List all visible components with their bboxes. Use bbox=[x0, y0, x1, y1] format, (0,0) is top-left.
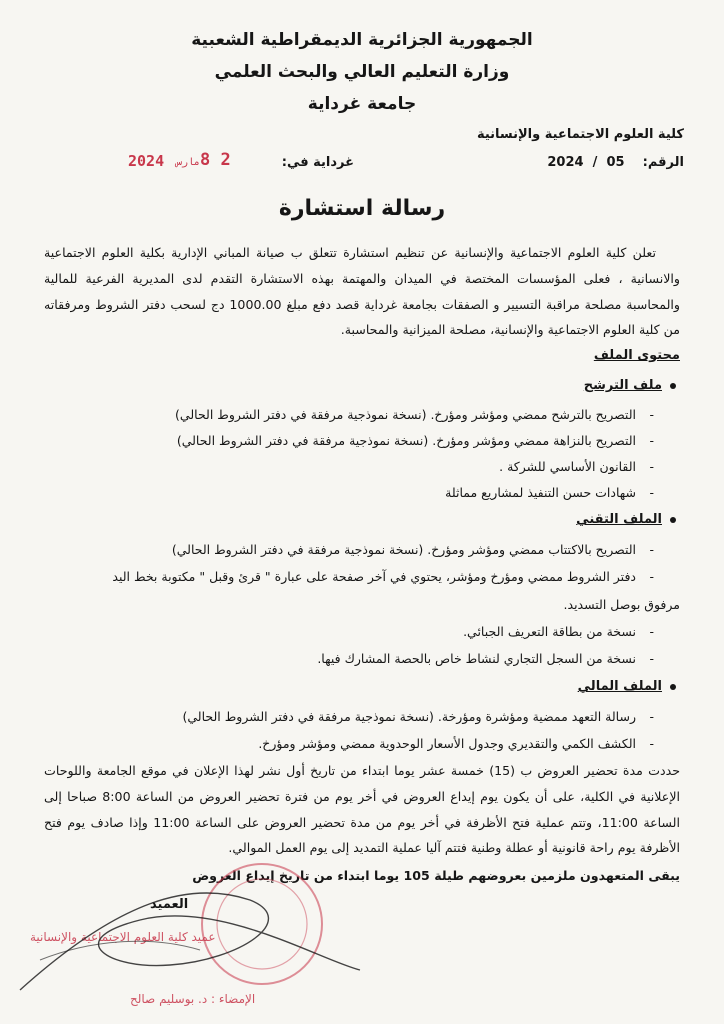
list-item-text: نسخة من بطاقة التعريف الجبائي. bbox=[463, 624, 636, 639]
list-item: -رسالة التعهد ممضية ومؤشرة ومؤرخة. (نسخة نموذجية مرفقة في دفتر الشروط الحالي) bbox=[182, 709, 654, 724]
section-candidacy bbox=[584, 378, 676, 393]
list-item-continuation: مرفوق بوصل التسديد. bbox=[563, 597, 680, 612]
list-item: -دفتر الشروط ممضي ومؤرخ ومؤشر، يحتوي في آخر صفحة على عبارة " قرئ وقبل " مكتوبة بخط اليد bbox=[112, 569, 654, 584]
list-item-text: شهادات حسن التنفيذ لمشاريع مماثلة bbox=[445, 485, 636, 500]
list-item: -الكشف الكمي والتقديري وجدول الأسعار الوحدوية ممضي ومؤشر ومؤرخ. bbox=[258, 736, 654, 751]
section-technical bbox=[576, 512, 676, 527]
list-item-text: التصريح بالترشح ممضي ومؤشر ومؤرخ. (نسخة نموذجية مرفقة في دفتر الشروط الحالي) bbox=[175, 407, 636, 422]
date-month: مارس bbox=[176, 157, 201, 168]
list-item-text: نسخة من السجل التجاري لنشاط خاص بالحصة المشارك فيها. bbox=[317, 651, 636, 666]
document-title: رسالة استشارة bbox=[278, 196, 446, 221]
list-item-text: القانون الأساسي للشركة . bbox=[499, 459, 636, 474]
list-item-text: رسالة التعهد ممضية ومؤشرة ومؤرخة. (نسخة نموذجية مرفقة في دفتر الشروط الحالي) bbox=[182, 709, 636, 724]
section-financial bbox=[578, 679, 676, 694]
ministry-heading: وزارة التعليم العالي والبحث العلمي bbox=[214, 62, 510, 82]
faculty-name: كلية العلوم الاجتماعية والإنسانية bbox=[476, 127, 684, 142]
bullet-icon bbox=[670, 684, 676, 690]
intro-paragraph: تعلن كلية العلوم الاجتماعية والإنسانية عن تنظيم استشارة تتعلق ب صيانة المباني الإدارية بكلية العلوم الاجتماعية والانسانية ، فعلى المؤسسات المختصة في الميدان والمهتمة بهذه الاستشارة التقدم لدى المديرية الفرعية للمالية والمحاسبة مصلحة مراقبة التسيير و الصفقات بجامعة غرداية قصد دفع مبلغ 1000.00 دج لسحب دفتر الشروط ومرفقاته من كلية العلوم الاجتماعية والإنسانية، مصلحة الميزانية والمحاسبة. bbox=[44, 245, 680, 338]
list-item-text: التصريح بالاكتتاب ممضي ومؤشر ومؤرخ. (نسخة نموذجية مرفقة في دفتر الشروط الحالي) bbox=[171, 542, 636, 557]
list-item-text: التصريح بالنزاهة ممضي ومؤشر ومؤرخ. (نسخة نموذجية مرفقة في دفتر الشروط الحالي) bbox=[176, 433, 636, 448]
reference-year: 2024 bbox=[547, 155, 584, 170]
list-item: -نسخة من بطاقة التعريف الجبائي. bbox=[463, 624, 654, 639]
section-title: ملف الترشح bbox=[583, 378, 662, 393]
dean-title: العميد bbox=[150, 897, 189, 912]
list-item: -التصريح بالنزاهة ممضي ومؤشر ومؤرخ. (نسخة نموذجية مرفقة في دفتر الشروط الحالي) bbox=[176, 433, 654, 448]
bullet-icon bbox=[670, 517, 676, 523]
stamp-text-line1: عميد كلية العلوم الاجتماعية والإنسانية bbox=[30, 930, 216, 944]
closing-paragraph: حددت مدة تحضير العروض ب (15) خمسة عشر يوما ابتداء من تاريخ أول نشر لهذا الإعلان في موقع الجامعة واللوحات الإعلانية في الكلية، على أن يكون يوم إيداع العروض في أخر يوم من فترة تحضير العروض من الساعة 8:00 صباحا إلى الساعة 11:00، وتتم عملية فتح الأظرفة في أخر يوم من مدة تحضير العروض على الساعة 11:00 وإذا صادف يوم فتح الأظرفة يوم راحة قانونية أو عطلة وطنية فتتم آليا عملية التمديد إلى يوم العمل الموالي. bbox=[44, 763, 680, 856]
list-item-text: دفتر الشروط ممضي ومؤرخ ومؤشر، يحتوي في آخر صفحة على عبارة " قرئ وقبل " مكتوبة بخط اليد bbox=[112, 569, 636, 584]
date-label: غرداية في: bbox=[281, 155, 354, 170]
list-item: -التصريح بالاكتتاب ممضي ومؤشر ومؤرخ. (نسخة نموذجية مرفقة في دفتر الشروط الحالي) bbox=[171, 542, 654, 557]
university-heading: جامعة غرداية bbox=[307, 94, 417, 114]
list-item: -القانون الأساسي للشركة . bbox=[499, 459, 654, 474]
bullet-icon bbox=[670, 383, 676, 389]
list-item: -شهادات حسن التنفيذ لمشاريع مماثلة bbox=[445, 485, 654, 500]
list-item: -نسخة من السجل التجاري لنشاط خاص بالحصة المشارك فيها. bbox=[317, 651, 654, 666]
validity-note: يبقى المتعهدون ملزمين بعروضهم طيلة 105 يوما ابتداء من تاريخ إيداع العروض bbox=[192, 868, 680, 883]
section-title: الملف المالي bbox=[577, 679, 662, 694]
reference-label: الرقم: bbox=[642, 155, 684, 170]
reference-sep: / bbox=[592, 155, 598, 170]
official-seal-icon bbox=[0, 840, 724, 1024]
stamp-text-line2: الإمضاء : د. بوسليم صالح bbox=[130, 992, 256, 1006]
date-year: 2024 bbox=[128, 152, 165, 170]
reference-no: 05 bbox=[606, 155, 625, 170]
list-item: -التصريح بالترشح ممضي ومؤشر ومؤرخ. (نسخة نموذجية مرفقة في دفتر الشروط الحالي) bbox=[175, 407, 654, 422]
date-day: 2 8 bbox=[200, 150, 231, 170]
republic-heading: الجمهورية الجزائرية الديمقراطية الشعبية bbox=[191, 30, 533, 50]
reference-number bbox=[547, 155, 684, 170]
list-item-text: الكشف الكمي والتقديري وجدول الأسعار الوحدوية ممضي ومؤشر ومؤرخ. bbox=[258, 736, 636, 751]
file-contents-heading: محتوى الملف bbox=[593, 348, 680, 363]
section-title: الملف التقني bbox=[576, 512, 662, 527]
